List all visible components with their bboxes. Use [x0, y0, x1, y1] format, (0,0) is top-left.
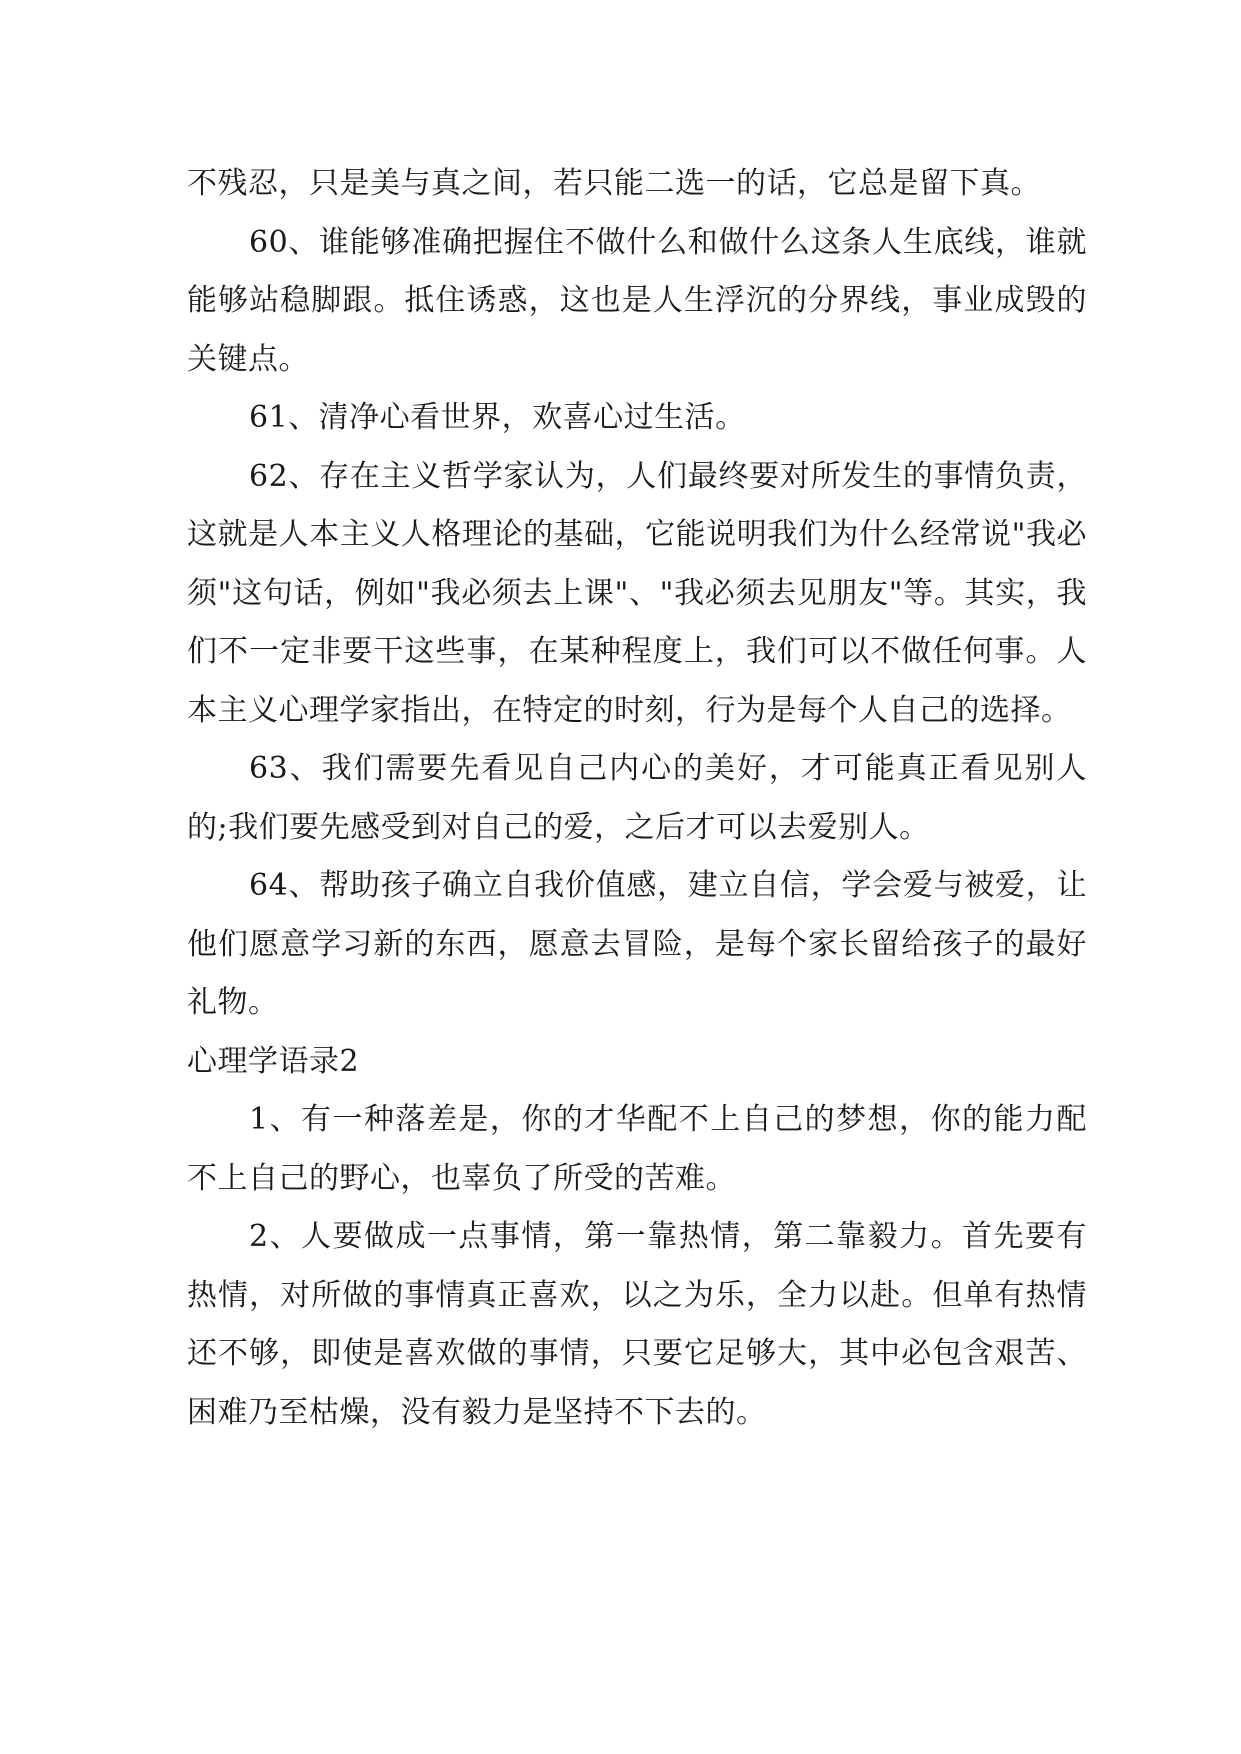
paragraph-item-2: 2、人要做成一点事情，第一靠热情，第二靠毅力。首先要有热情，对所做的事情真正喜欢，以之为乐，全力以赴。但单有热情还不够，即使是喜欢做的事情，只要它足够大，其中必包含艰苦、困难乃至枯燥，没有毅力是坚持不下去的。 [187, 1219, 1087, 1430]
paragraph-item-60: 60、谁能够准确把握住不做什么和做什么这条人生底线，谁就能够站稳脚跟。抵住诱惑，这也是人生浮沉的分界线，事业成毁的关键点。 [187, 224, 1087, 377]
paragraph-item-63: 63、我们需要先看见自己内心的美好，才可能真正看见别人的;我们要先感受到对自己的爱，之后才可以去爱别人。 [187, 751, 1087, 845]
section-heading: 心理学语录2 [187, 1043, 360, 1079]
paragraph-item-64: 64、帮助孩子确立自我价值感，建立自信，学会爱与被爱，让他们愿意学习新的东西，愿意去冒险，是每个家长留给孩子的最好礼物。 [187, 868, 1087, 1020]
paragraph-continuation: 不残忍，只是美与真之间，若只能二选一的话，它总是留下真。 [187, 166, 1041, 201]
paragraph-item-62: 62、存在主义哲学家认为，人们最终要对所发生的事情负责，这就是人本主义人格理论的基础，它能说明我们为什么经常说"我必须"这句话，例如"我必须去上课"、"我必须去见朋友"等。其实，我们不一定非要干这些事，在某种程度上，我们可以不做任何事。人本主义心理学家指出，在特定的时刻，行为是每个人自己的选择。 [187, 458, 1087, 728]
document-body [187, 155, 1087, 1442]
paragraph-item-61: 61、清净心看世界，欢喜心过生活。 [249, 400, 746, 435]
paragraph-item-1: 1、有一种落差是，你的才华配不上自己的梦想，你的能力配不上自己的野心，也辜负了所受的苦难。 [187, 1102, 1087, 1196]
